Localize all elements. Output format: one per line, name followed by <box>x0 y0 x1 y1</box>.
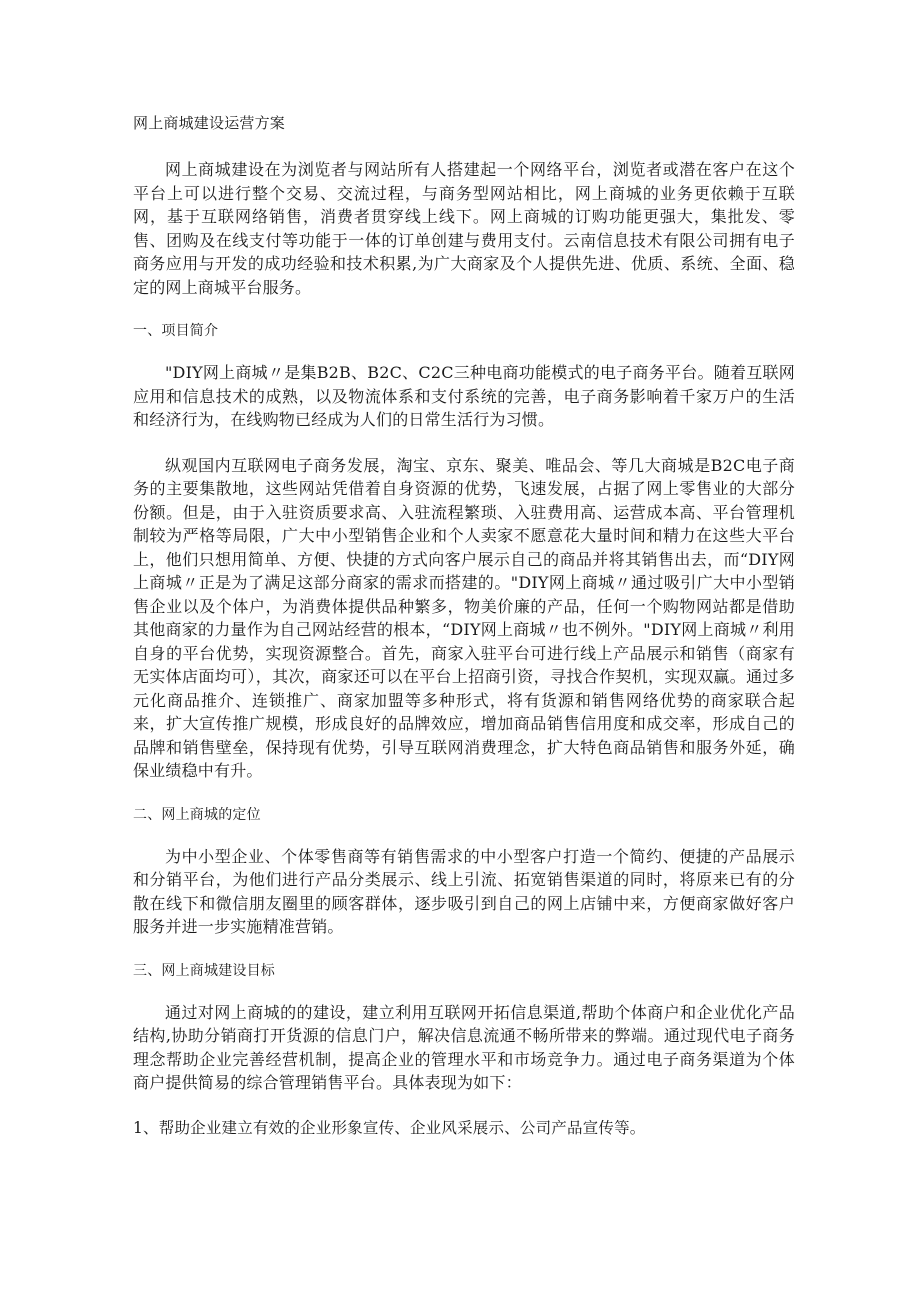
goals-paragraph: 通过对网上商城的的建设，建立利用互联网开拓信息渠道,帮助个体商户和企业优化产品结构,协助分销商打开货源的信息门户，解决信息流通不畅所带来的弊端。通过现代电子商务理念帮助企业完善经营机制，提高企业的管理水平和市场竞争力。通过电子商务渠道为个体商户提供简易的综合管理销售平台。具体表现为如下： <box>133 1002 795 1092</box>
goals-list-item-1: 1、帮助企业建立有效的企业形象宣传、企业风采展示、公司产品宣传等。 <box>133 1118 646 1137</box>
section-heading-project-intro: 一、项目简介 <box>133 323 219 339</box>
project-intro-paragraph-2: 纵观国内互联网电子商务发展，淘宝、京东、聚美、唯品会、等几大商城是B2C电子商务的主要集散地，这些网站凭借着自身资源的优势，飞速发展，占据了网上零售业的大部分份额。但是，由于入驻资质要求高、入驻流程繁琐、入驻费用高、运营成本高、平台管理机制较为严格等局限，广大中小型销售企业和个人卖家不愿意花大量时间和精力在这些大平台上，他们只想用简单、方便、快捷的方式向客户展示自己的商品并将其销售出去，而“DIY网上商城〃正是为了满足这部分商家的需求而搭建的。"DIY网上商城〃通过吸引广大中小型销售企业以及个体户，为消费体提供品种繁多，物美价廉的产品，任何一个购物网站都是借助其他商家的力量作为自己网站经营的根本，“DIY网上商城〃也不例外。"DIY网上商城〃利用自身的平台优势，实现资源整合。首先，商家入驻平台可进行线上产品展示和销售（商家有无实体店面均可），其次，商家还可以在平台上招商引资，寻找合作契机，实现双赢。通过多元化商品推介、连锁推广、商家加盟等多种形式，将有货源和销售网络优势的商家联合起来，扩大宣传推广规模，形成良好的品牌效应，增加商品销售信用度和成交率，形成自己的品牌和销售壁垒，保持现有优势，引导互联网消费理念，扩大特色商品销售和服务外延，确保业绩稳中有升。 <box>133 455 795 780</box>
document-body <box>133 112 795 1160</box>
section-heading-positioning: 二、网上商城的定位 <box>133 806 261 823</box>
document-title: 网上商城建设运营方案 <box>133 114 286 132</box>
project-intro-paragraph-1: "DIY网上商城〃是集B2B、B2C、C2C三种电商功能模式的电子商务平台。随着互联网应用和信息技术的成熟，以及物流体系和支付系统的完善，电子商务影响着千家万户的生活和经济行为，在线购物已经成为人们的日常生活行为习惯。 <box>133 363 795 429</box>
section-heading-goals: 三、网上商城建设目标 <box>133 962 275 979</box>
intro-paragraph: 网上商城建设在为浏览者与网站所有人搭建起一个网络平台，浏览者或潜在客户在这个平台上可以进行整个交易、交流过程，与商务型网站相比，网上商城的业务更依赖于互联网，基于互联网络销售，消费者贯穿线上线下。网上商城的订购功能更强大，集批发、零售、团购及在线支付等功能于一体的订单创建与费用支付。云南信息技术有限公司拥有电子商务应用与开发的成功经验和技术积累,为广大商家及个人提供先进、优质、系统、全面、稳定的网上商城平台服务。 <box>133 160 795 297</box>
positioning-paragraph: 为中小型企业、个体零售商等有销售需求的中小型客户打造一个简约、便捷的产品展示和分销平台，为他们进行产品分类展示、线上引流、拓宽销售渠道的同时，将原来已有的分散在线下和微信朋友圈里的顾客群体，逐步吸引到自己的网上店铺中来，方便商家做好客户服务并进一步实施精准营销。 <box>133 846 795 936</box>
